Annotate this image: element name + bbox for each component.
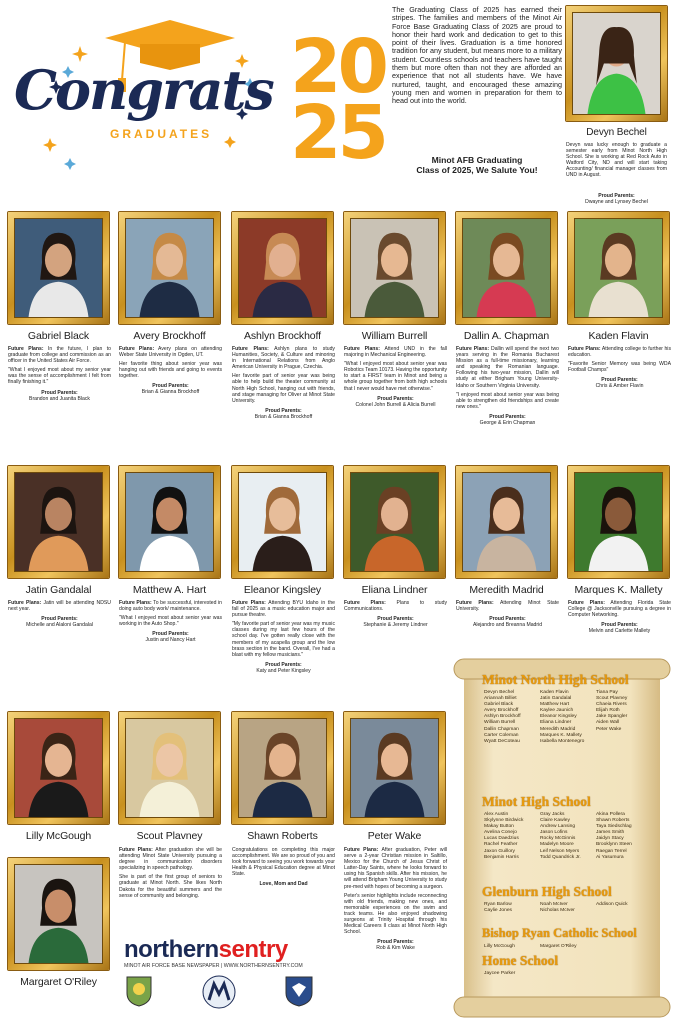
roster-name: Ryan Barlow bbox=[484, 902, 512, 907]
grad-name: Gabriel Black bbox=[27, 330, 90, 342]
roster-column bbox=[484, 812, 540, 861]
roster-name: Todd Quandrick Jr. bbox=[540, 854, 581, 860]
portrait-peter-wake bbox=[344, 712, 445, 824]
roster-name: Leif Nelson Myers bbox=[540, 848, 580, 854]
proud-parents: Proud Parents: George & Erin Chapman bbox=[479, 413, 536, 426]
congrats-title: Congrats bbox=[14, 58, 273, 122]
year-top: 20 bbox=[290, 24, 385, 110]
roster-name: Andrew Lansing bbox=[540, 824, 576, 830]
grad-bio: Future Plans: In the future, I plan to graduate from college and commission as an officer in the United States Air Force. "What I enjoyed most about my senior year was the sense of accomplishment I felt from finally finishing it." Proud Parents: Brandon and Juanita Black bbox=[8, 346, 111, 402]
portrait-eleanor-kingsley bbox=[232, 466, 333, 578]
roster-name: Brooklynn Steen bbox=[596, 842, 632, 848]
grad-name: William Burrell bbox=[361, 330, 428, 342]
portrait-jatin-gandalal bbox=[8, 466, 109, 578]
school-title-glenburn: Glenburn High School bbox=[482, 884, 612, 899]
roster-name: Jaidyn Stacy bbox=[596, 836, 624, 842]
grad-bio: Congratulations on completing this major accomplishment. We are so proud of you and look forward to seeing you work towards your Health & Physical Education degree at Minot State. Love, Mom and Dad bbox=[232, 847, 335, 888]
roster-name: Taya Siedschlag bbox=[596, 824, 632, 830]
proud-parents: Love, Mom and Dad bbox=[259, 881, 308, 888]
logo-northern: northern bbox=[124, 936, 219, 963]
roster-name: Rachel Feather bbox=[484, 842, 518, 848]
grad-bio: Future Plans: After graduation she will be attending Minot State University pursuing a degree in communication disorders specializing in speech pathology. She is part of the first group of seniors to graduate at Minot North. She likes North Dakota for the beautiful summers and the sense of community and belonging. bbox=[119, 847, 222, 899]
roster-name: Margaret O'Riley bbox=[540, 944, 577, 949]
grad-bio: Future Plans: Attending college to further his education. "Favorite Senior Memory was being WDA Football Champs" Proud Parents: Chris & Amber Flavin bbox=[568, 346, 671, 390]
roster-name: Tiana Pay bbox=[596, 690, 618, 695]
grad-name: Scout Plavney bbox=[136, 830, 203, 842]
roster-name: Jaycee Parker bbox=[484, 971, 516, 976]
roster-column bbox=[596, 812, 652, 861]
roster-name: Eliana Lindner bbox=[540, 720, 572, 726]
school-title-home: Home School bbox=[482, 953, 559, 968]
grad-name: Eleanor Kingsley bbox=[243, 584, 322, 596]
grad-name: Margaret O'Riley bbox=[20, 976, 97, 988]
roster-name: Isabella Montenegro bbox=[540, 738, 585, 744]
roster-name: Aiden Wall bbox=[596, 720, 620, 726]
roster-column bbox=[596, 690, 652, 733]
roster-name: Elijah Roth bbox=[596, 708, 620, 714]
school-title-north: Minot North High School bbox=[482, 672, 629, 687]
portrait-marques-k-mallety bbox=[568, 466, 669, 578]
roster-name: Kaylee Jaunich bbox=[540, 708, 574, 714]
portrait-william-burrell bbox=[344, 212, 445, 324]
roster-name: Ashlyn Brockhoff bbox=[484, 714, 521, 720]
intro-paragraph: The Graduating Class of 2025 has earned their stripes. The families and members of the Minot Air Force Base Graduating Class of 2025 are proud to honor their hard work and dedication to get to this point of their lives. Graduation is a time honored tradition for any student, but means more to a military student. Countless schools and teachers have taught them but more often than not they are afforded an experience that not all students have. We have nurtured, taught, and encouraged these amazing young men and women in preparation for them to head out into the world. bbox=[392, 5, 562, 106]
roster-column bbox=[484, 971, 540, 977]
roster-name: Devyn Bechel bbox=[484, 690, 515, 695]
portrait-ashlyn-brockhoff bbox=[232, 212, 333, 324]
portrait-gabriel-black bbox=[8, 212, 109, 324]
roster-name: Madelyn Moore bbox=[540, 842, 574, 848]
command-emblem-icon bbox=[284, 975, 314, 1007]
roster-name: Chaeia Rivers bbox=[596, 702, 627, 708]
school-title-minot: Minot High School bbox=[482, 794, 591, 809]
proud-parents: Proud Parents: Brandon and Juanita Black bbox=[29, 389, 90, 402]
wing-emblem-icon bbox=[125, 975, 153, 1007]
roster-name: Matthew Hart bbox=[540, 702, 570, 708]
portrait-eliana-lindner bbox=[344, 466, 445, 578]
roster-name: Eleanor Kingsley bbox=[540, 714, 577, 720]
roster-name: James Smith bbox=[596, 830, 625, 836]
roster-name: Ariannah Billiet bbox=[484, 696, 517, 702]
grad-bio: Future Plans: Avery plans on attending Weber State University in Ogden, UT. Her favorite thing about senior year was hanging out with friends and going to events together. Proud Parents: Brian & Gianna Brockhoff bbox=[119, 346, 222, 396]
roster-column bbox=[484, 902, 540, 914]
grad-name: Eliana Lindner bbox=[361, 584, 428, 596]
salute-line-1: Minot AFB Graduating bbox=[431, 155, 523, 165]
salute-line-2: Class of 2025, We Salute You! bbox=[416, 165, 538, 175]
roster-name: Alex Austin bbox=[484, 812, 509, 817]
portrait-avery-brockhoff bbox=[119, 212, 220, 324]
year-bottom: 25 bbox=[290, 90, 385, 176]
newspaper-tagline: MINOT AIR FORCE BASE NEWSPAPER | WWW.NORTHERNSENTRY.COM bbox=[124, 963, 303, 969]
roster-name: Akina Pollera bbox=[596, 812, 625, 817]
roster-name: Shawn Roberts bbox=[596, 818, 630, 824]
roster-name: Jaxon Guillory bbox=[484, 848, 515, 854]
roster-column bbox=[540, 690, 596, 745]
roster-name: Benjamin Harris bbox=[484, 854, 519, 860]
grad-name: Shawn Roberts bbox=[247, 830, 318, 842]
proud-parents: Proud Parents: Brian & Gianna Brockhoff bbox=[254, 407, 313, 420]
roster-name: Caylie Jones bbox=[484, 908, 512, 914]
grad-bio: Future Plans: Attending Florida State College @ Jacksonville pursuing a degree in Computer Networking. Proud Parents: Melvin and Carlette Mallety bbox=[568, 600, 671, 635]
grad-name: Devyn Bechel bbox=[586, 127, 647, 138]
roster-name: Avery Brockhoff bbox=[484, 708, 519, 714]
grad-name: Ashlyn Brockhoff bbox=[244, 330, 321, 342]
grad-name: Meredith Madrid bbox=[469, 584, 544, 596]
grad-name: Jatin Gandalal bbox=[25, 584, 92, 596]
roster-column bbox=[540, 944, 596, 950]
proud-parents: Proud Parents: Melvin and Carlette Mallety bbox=[588, 622, 651, 635]
salute-heading bbox=[392, 155, 562, 175]
grad-name: Marques K. Mallety bbox=[574, 584, 663, 596]
proud-parents: Proud Parents: Alejandro and Breanna Madrid bbox=[472, 616, 543, 629]
roster-name: Claire Kawley bbox=[540, 818, 570, 824]
roster-name: Nicholas McIver bbox=[540, 908, 575, 914]
grad-bio: Future Plans: To be successful, interested in doing auto body work/ maintenance. "What I enjoyed most about senior year was working in the Auto Shop." Proud Parents: Justin and Nancy Hart bbox=[119, 600, 222, 644]
roster-name: Raegan Terrel bbox=[596, 848, 627, 854]
roster-name: Dallin Chapman bbox=[484, 726, 519, 732]
grad-bio: Future Plans: Ashlyn plans to study Humanities, Society, & Culture and minoring in International Relations from Anglo American University in Prague, Czechia. Her favorite part of senior year was being able to help build the theater community at North High School, hanging out with friends, and stage managing for Oliver at Minot State University. Proud Parents: Brian & Gianna Brockhoff bbox=[232, 346, 335, 420]
portrait-kaden-flavin bbox=[568, 212, 669, 324]
roster-name: Avelina Conejo bbox=[484, 830, 517, 836]
grad-name: Matthew A. Hart bbox=[132, 584, 207, 596]
roster-name: Lucas Daedzius bbox=[484, 836, 519, 842]
proud-parents: Proud Parents: Brian & Gianna Brockhoff bbox=[141, 383, 200, 396]
proud-parents-label: Proud Parents: bbox=[598, 193, 635, 199]
roster-name: Meredith Madrid bbox=[540, 726, 576, 732]
roster-name: Gabriel Black bbox=[484, 702, 514, 708]
roster-name: Jatin Gandalal bbox=[540, 696, 572, 702]
grad-name: Peter Wake bbox=[367, 830, 422, 842]
roster-name: Addison Quick bbox=[596, 902, 628, 907]
roster-name: Ai Yasumura bbox=[596, 854, 624, 860]
roster-column bbox=[484, 944, 540, 950]
roster-name: Marques K. Mallety bbox=[540, 732, 582, 738]
grad-bio: Future Plans: After graduation, Peter will serve a 2-year Christian mission in Saltillo, Mexico for the Church of Jesus Christ of Latter-Day Saints, where he looks forward to using his Spanish skills. After his mission, he will attend Brigham Young University to study pre-med with hopes of becoming a surgeon. Peter's senior highlights include reconnecting with old friends, making new ones, and memorable experiences on the swim and track teams. He also enjoyed shadowing surgeons at Trinity Hospital through his Medical Careers II class at Minot North High School. Proud Parents: Rob & Kim Wake bbox=[344, 847, 447, 952]
portrait-meredith-madrid bbox=[456, 466, 557, 578]
roster-name: Makay Button bbox=[484, 824, 514, 830]
proud-parents: Proud Parents: Michelle and Alaloni Gandalal bbox=[26, 616, 93, 629]
roster-name: Kaden Flavin bbox=[540, 690, 569, 695]
grad-name: Dallin A. Chapman bbox=[463, 330, 550, 342]
grad-bio: Future Plans: Attend UND in the fall majoring in Mechanical Engineering. "What I enjoyed most about senior year was Robotics Team 10173. Having the opportunity to start a FIRST team in Minot and being a whole group together from both high schools that I never would have met otherwise." Proud Parents: Colonel John Burrell & Alicia Burrell bbox=[344, 346, 447, 408]
roster-name: Lilly McGough bbox=[484, 944, 515, 949]
m-emblem-icon bbox=[202, 975, 236, 1009]
logo-sentry: sentry bbox=[218, 936, 288, 963]
roster-name: Wyatt DeCoteau bbox=[484, 738, 520, 744]
grad-bio: Future Plans: Jatin will be attending NDSU next year. Proud Parents: Michelle and Alaloni Gandalal bbox=[8, 600, 111, 629]
roster-column bbox=[484, 690, 540, 745]
roster-name: Jake Spangler bbox=[596, 714, 628, 720]
proud-parents: Proud Parents: Katy and Peter Kingsley bbox=[256, 661, 311, 674]
roster-name: Scout Plavney bbox=[596, 696, 628, 702]
proud-parents bbox=[566, 193, 667, 205]
grad-name: Avery Brockhoff bbox=[133, 330, 206, 342]
portrait-scout-plavney bbox=[119, 712, 220, 824]
parents-names: Dwayne and Lynsey Bechel bbox=[585, 199, 648, 205]
portrait-shawn-roberts bbox=[232, 712, 333, 824]
proud-parents: Proud Parents: Justin and Nancy Hart bbox=[145, 631, 196, 644]
roster-name: Skylynne Birdwick bbox=[484, 818, 524, 824]
roster-name: Rocky McGinnis bbox=[540, 836, 576, 842]
roster-name: Carter Coleman bbox=[484, 732, 519, 738]
northern-sentry-logo bbox=[124, 936, 288, 964]
roster-name: William Burrell bbox=[484, 720, 516, 726]
graduates-label: GRADUATES bbox=[110, 127, 213, 141]
proud-parents: Proud Parents: Stephanie & Jeremy Lindner bbox=[363, 616, 428, 629]
grad-bio: Future Plans: Dallin will spend the next two years serving in the Romania Bucharest Mission as a full-time missionary, learning and speaking the Romanian language. Following his two-year mission, Dallin will study at either Brigham Young University-Idaho or Southern Virginia University. "I enjoyed most about senior year was being able to strengthen old friendships and create new ones." Proud Parents: George & Erin Chapman bbox=[456, 346, 559, 426]
roster-column bbox=[596, 902, 652, 908]
portrait-margaret-o-riley bbox=[8, 858, 109, 970]
portrait-lilly-mcgough bbox=[8, 712, 109, 824]
grad-name: Lilly McGough bbox=[25, 830, 92, 842]
proud-parents: Proud Parents: Colonel John Burrell & Alicia Burrell bbox=[355, 395, 436, 408]
roster-name: Gray Jacks bbox=[540, 812, 565, 817]
portrait-dallin-a-chapman bbox=[456, 212, 557, 324]
portrait-devyn-bechel bbox=[566, 6, 667, 121]
grad-name: Kaden Flavin bbox=[588, 330, 649, 342]
proud-parents: Proud Parents: Chris & Amber Flavin bbox=[595, 377, 644, 390]
roster-column bbox=[540, 902, 596, 914]
portrait-matthew-a-hart bbox=[119, 466, 220, 578]
roster-column bbox=[540, 812, 596, 861]
roster-name: Peter Wake bbox=[596, 726, 622, 732]
featured-bio: Devyn was lucky enough to graduate a semester early from Minot North High School. She is working at Red Rock Auto in Watford City, ND and will start taking Accounting/ financial manager classes from UND in August. bbox=[566, 142, 667, 179]
proud-parents: Proud Parents: Rob & Kim Wake bbox=[376, 939, 415, 952]
grad-bio: Future Plans: Attending Minot State University. Proud Parents: Alejandro and Breanna Madrid bbox=[456, 600, 559, 629]
school-title-bishop: Bishop Ryan Catholic School bbox=[482, 926, 637, 940]
grad-bio: Future Plans: Plans to study Communications. Proud Parents: Stephanie & Jeremy Lindner bbox=[344, 600, 447, 629]
roster-name: Noah McIver bbox=[540, 902, 568, 907]
grad-bio: Future Plans: Attending BYU Idaho in the fall of 2025 as a music education major and pursue theatre. "My favorite part of senior year was my music classes during my last few hours of the school day. I've gotten really close with the members of my acapella group and the low brass section in the band. Overall, I've had a blast with my fellow musicians." Proud Parents: Katy and Peter Kingsley bbox=[232, 600, 335, 674]
roster-name: Jason Lofins bbox=[540, 830, 568, 836]
